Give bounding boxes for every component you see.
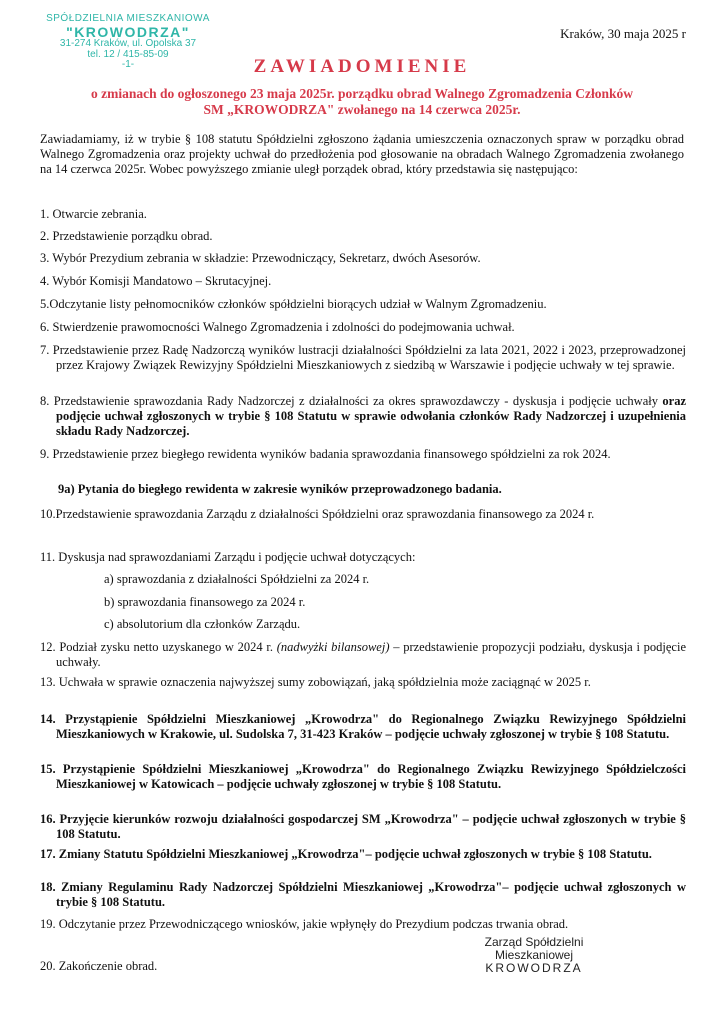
agenda-item-9a: 9a) Pytania do biegłego rewidenta w zakresie wyników przeprowadzonego badania.	[58, 482, 502, 496]
intro-paragraph: Zawiadamiamy, iż w trybie § 108 statutu Spółdzielni zgłoszono żądania umieszczenia oznaczonych spraw w porządku obrad Walnego Zgromadzenia oraz projekty uchwał do przedłożenia pod głosowanie na obradach Walnego Zgromadzenia zwołanego na 14 czerwca 2025r. Wobec powyższego zmianie uległ porządek obrad, który przedstawia się następująco:	[40, 132, 684, 176]
signature-line-1: Zarząd Spółdzielni	[484, 935, 584, 949]
signature-line-3: KROWODRZA	[485, 961, 583, 976]
agenda-item-8-bold: oraz podjęcie uchwał zgłoszonych w trybie § 108 Statutu w sprawie odwołania członków Rady Nadzorczej i uzupełnienia składu Rady Nadzorczej.	[56, 394, 686, 438]
agenda-item-12-italic: (nadwyżki bilansowej)	[276, 640, 390, 654]
agenda-item-3: 3. Wybór Prezydium zebrania w składzie: Przewodniczący, Sekretarz, dwóch Asesorów.	[40, 251, 481, 265]
document-date: Kraków, 30 maja 2025 r	[560, 26, 686, 41]
agenda-item-12-text: 12. Podział zysku netto uzyskanego w 2024 r.	[40, 640, 277, 654]
agenda-item-6: 6. Stwierdzenie prawomocności Walnego Zgromadzenia i zdolności do podejmowania uchwał.	[40, 320, 515, 334]
agenda-item-18: 18. Zmiany Regulaminu Rady Nadzorczej Spółdzielni Mieszkaniowej „Krowodrza"– podjęcie uchwał zgłoszonych w trybie § 108 Statutu.	[40, 880, 686, 909]
agenda-item-11: 11. Dyskusja nad sprawozdaniami Zarządu i podjęcie uchwał dotyczących:	[40, 550, 416, 564]
agenda-item-1: 1. Otwarcie zebrania.	[40, 207, 147, 221]
signature-line-2: Mieszkaniowej	[494, 948, 574, 963]
subtitle-line-2: SM „KROWODRZA" zwołanego na 14 czerwca 2025r.	[203, 102, 521, 117]
stamp-line-4: tel. 12 / 415-85-09	[87, 48, 169, 60]
agenda-item-13: 13. Uchwała w sprawie oznaczenia najwyższej sumy zobowiązań, jaką spółdzielnia może zaciągnąć w 2025 r.	[40, 675, 591, 689]
stamp-line-1: SPÓŁDZIELNIA MIESZKANIOWA	[46, 13, 210, 24]
agenda-item-7: 7. Przedstawienie przez Radę Nadzorczą wyników lustracji działalności Spółdzielni za lata 2021, 2022 i 2023, przeprowadzonej przez Krajowy Związek Rewizyjny Spółdzielni Mieszkaniowych z siedzibą w Warszawie i podjęcie uchwały w tej sprawie.	[40, 343, 686, 372]
document-subtitle	[40, 86, 684, 118]
agenda-item-19: 19. Odczytanie przez Przewodniczącego wniosków, jakie wpłynęły do Prezydium podczas trwania obrad.	[40, 917, 569, 931]
agenda-item-11c: c) absolutorium dla członków Zarządu.	[104, 617, 301, 631]
agenda-item-5: 5.Odczytanie listy pełnomocników członków spółdzielni biorących udział w Walnym Zgromadzeniu.	[40, 297, 547, 311]
agenda-item-20: 20. Zakończenie obrad.	[40, 959, 158, 973]
stamp-line-3: 31-274 Kraków, ul. Opolska 37	[59, 38, 197, 50]
agenda-item-11b: b) sprawozdania finansowego za 2024 r.	[104, 595, 306, 609]
agenda-item-8-text: 8. Przedstawienie sprawozdania Rady Nadzorczej z działalności za okres sprawozdawczy - dyskusja i podjęcie uchwały	[40, 394, 663, 408]
agenda-item-16: 16. Przyjęcie kierunków rozwoju działalności gospodarczej SM „Krowodrza" – podjęcie uchwał zgłoszonych w trybie § 108 Statutu.	[40, 812, 686, 841]
agenda-item-10: 10.Przedstawienie sprawozdania Zarządu z działalności Spółdzielni oraz sprawozdania finansowego za 2024 r.	[40, 507, 595, 521]
agenda-item-2: 2. Przedstawienie porządku obrad.	[40, 229, 213, 243]
stamp-line-2: "KROWODRZA"	[66, 23, 190, 40]
stamp-line-5: -1-	[121, 59, 135, 71]
agenda-item-11a: a) sprawozdania z działalności Spółdzielni za 2024 r.	[104, 572, 370, 586]
agenda-item-12	[40, 640, 686, 670]
agenda-item-14: 14. Przystąpienie Spółdzielni Mieszkaniowej „Krowodrza" do Regionalnego Związku Rewizyjnego Spółdzielni Mieszkaniowych w Krakowie, ul. Sudolska 7, 31-423 Kraków – podjęcie uchwały zgłoszonej w trybie § 108 Statutu.	[40, 712, 686, 741]
agenda-item-12-rest: – przedstawienie propozycji podziału, dyskusja i podjęcie uchwały.	[56, 640, 686, 669]
board-signature-stamp	[464, 936, 604, 976]
agenda-item-9: 9. Przedstawienie przez biegłego rewidenta wyników badania sprawozdania finansowego spółdzielni za rok 2024.	[40, 447, 611, 461]
agenda-item-8	[40, 394, 686, 439]
agenda-item-17: 17. Zmiany Statutu Spółdzielni Mieszkaniowej „Krowodrza"– podjęcie uchwał zgłoszonych w trybie § 108 Statutu.	[40, 847, 652, 861]
agenda-item-15: 15. Przystąpienie Spółdzielni Mieszkaniowej „Krowodrza" do Regionalnego Związku Rewizyjnego Spółdzielczości Mieszkaniowej w Katowicach – podjęcie uchwały zgłoszonej w trybie § 108 Statutu.	[40, 762, 686, 791]
document-title: ZAWIADOMIENIE	[253, 56, 471, 77]
agenda-item-4: 4. Wybór Komisji Mandatowo – Skrutacyjnej.	[40, 274, 272, 288]
subtitle-line-1: o zmianach do ogłoszonego 23 maja 2025r. porządku obrad Walnego Zgromadzenia Członków	[90, 86, 634, 101]
